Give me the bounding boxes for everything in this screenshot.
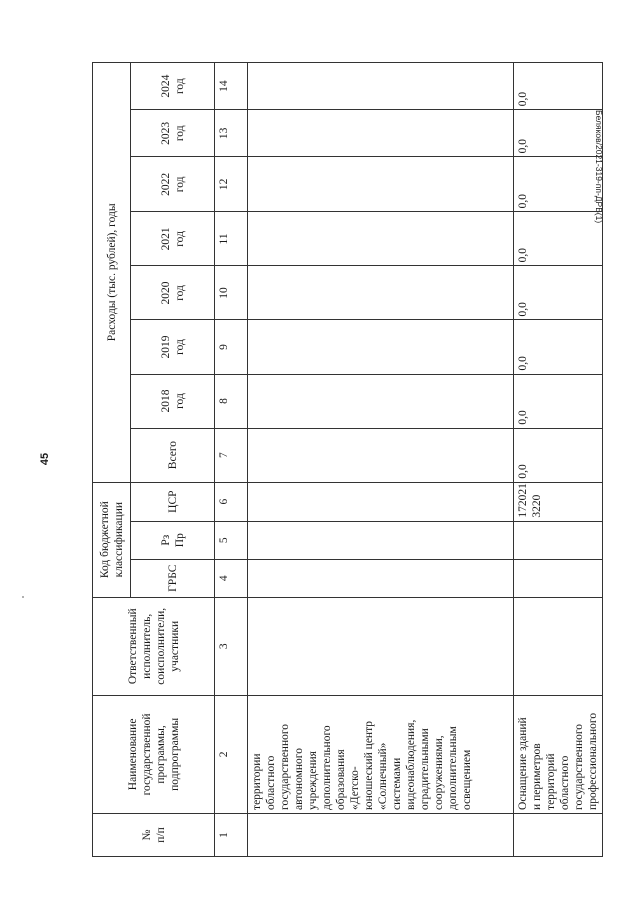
header-budget-code: Код бюджетной классификации bbox=[93, 482, 131, 597]
column-number: 3 bbox=[215, 597, 248, 695]
header-year-2022: 2022 год bbox=[131, 157, 215, 212]
row-2018: 0,0 bbox=[514, 374, 603, 428]
row-2020: 0,0 bbox=[514, 266, 603, 320]
header-csr: ЦСР bbox=[131, 482, 215, 521]
column-number: 10 bbox=[215, 266, 248, 320]
row-csr bbox=[248, 482, 514, 521]
header-executor: Ответственный исполнитель, соисполнители, участники bbox=[93, 597, 215, 695]
row-2021: 0,0 bbox=[514, 212, 603, 266]
header-year-2018: 2018 год bbox=[131, 374, 215, 428]
header-year-2019: 2019 год bbox=[131, 320, 215, 374]
row-num bbox=[248, 813, 514, 856]
budget-table bbox=[92, 62, 603, 857]
row-grbs bbox=[248, 559, 514, 597]
row-total bbox=[248, 428, 514, 482]
row-program-name: территории областного государственного автономного учреждения дополнительного образования «Детско- юношеский центр «Солнечный» системами видеонаблюдения, оградительными сооружениями, дополнительным освещением bbox=[248, 695, 514, 813]
row-num bbox=[514, 813, 603, 856]
row-total: 0,0 bbox=[514, 428, 603, 482]
row-2023: 0,0 bbox=[514, 110, 603, 157]
column-number: 5 bbox=[215, 521, 248, 559]
page-number: 45 bbox=[39, 452, 51, 466]
column-number: 8 bbox=[215, 374, 248, 428]
column-number: 6 bbox=[215, 482, 248, 521]
column-number: 4 bbox=[215, 559, 248, 597]
row-2020 bbox=[248, 266, 514, 320]
column-number: 7 bbox=[215, 428, 248, 482]
header-num: № п/п bbox=[93, 813, 215, 856]
header-year-2024: 2024 год bbox=[131, 63, 215, 110]
column-number: 1 bbox=[215, 813, 248, 856]
header-grbs: ГРБС bbox=[131, 559, 215, 597]
header-year-2021: 2021 год bbox=[131, 212, 215, 266]
column-number: 11 bbox=[215, 212, 248, 266]
row-rzpr bbox=[248, 521, 514, 559]
scan-dot bbox=[22, 596, 24, 598]
column-number: 13 bbox=[215, 110, 248, 157]
row-2019: 0,0 bbox=[514, 320, 603, 374]
column-number: 9 bbox=[215, 320, 248, 374]
column-number-row bbox=[215, 63, 248, 857]
row-2019 bbox=[248, 320, 514, 374]
row-2024: 0,0 bbox=[514, 63, 603, 110]
column-number: 14 bbox=[215, 63, 248, 110]
header-expenses: Расходы (тыс. рублей), годы bbox=[93, 63, 131, 483]
row-2021 bbox=[248, 212, 514, 266]
column-number: 12 bbox=[215, 157, 248, 212]
row-2022: 0,0 bbox=[514, 157, 603, 212]
table-row bbox=[514, 63, 603, 857]
header-year-2020: 2020 год bbox=[131, 266, 215, 320]
row-executor bbox=[514, 597, 603, 695]
document-reference: Беляков/2021-319-пп-ДРБ(1) bbox=[594, 110, 604, 224]
header-rzpr: Рз Пр bbox=[131, 521, 215, 559]
row-grbs bbox=[514, 559, 603, 597]
header-year-2023: 2023 год bbox=[131, 110, 215, 157]
row-executor bbox=[248, 597, 514, 695]
row-2024 bbox=[248, 63, 514, 110]
row-2023 bbox=[248, 110, 514, 157]
header-row-1 bbox=[93, 63, 131, 857]
column-number: 2 bbox=[215, 695, 248, 813]
header-total: Всего bbox=[131, 428, 215, 482]
row-program-name: Оснащение зданий и периметров территорий областного государственного профессионального bbox=[514, 695, 603, 813]
row-csr: 172021 3220 bbox=[514, 482, 603, 521]
table-row bbox=[248, 63, 514, 857]
row-2018 bbox=[248, 374, 514, 428]
header-program-name: Наименование государственной программы, подпрограммы bbox=[93, 695, 215, 813]
row-2022 bbox=[248, 157, 514, 212]
row-rzpr bbox=[514, 521, 603, 559]
